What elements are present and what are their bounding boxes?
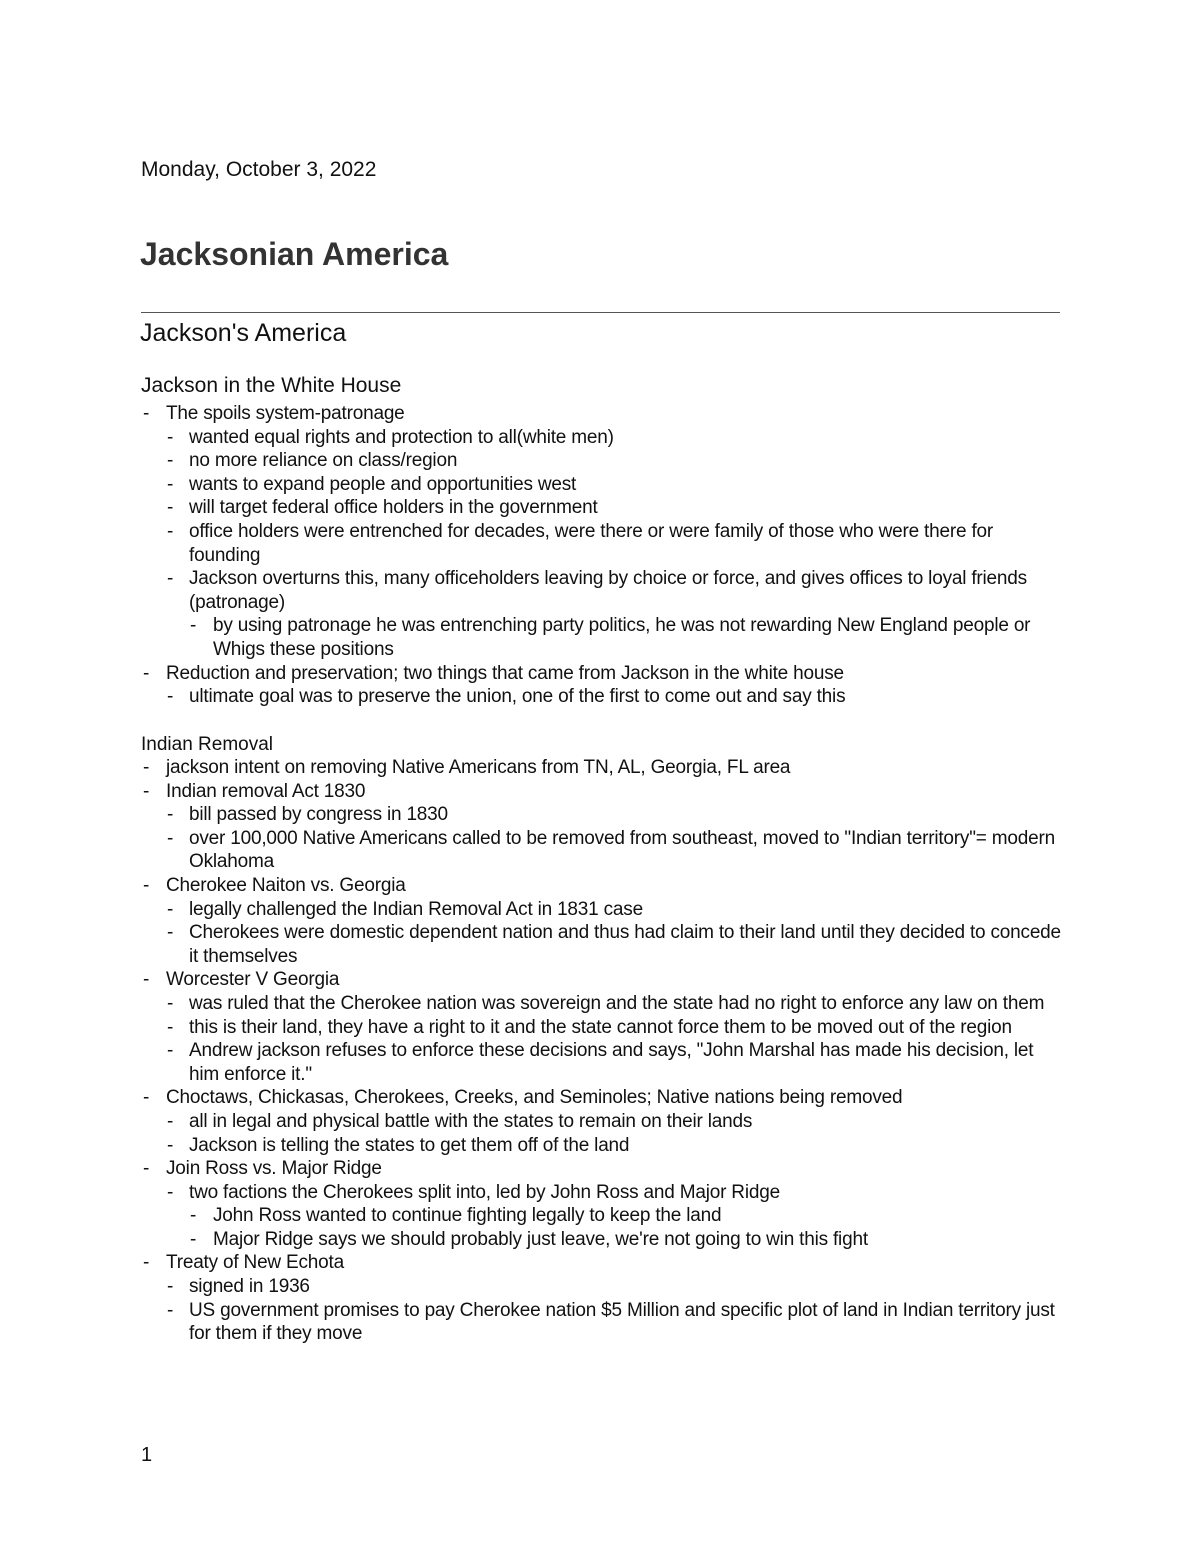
bullet-dash-icon: - bbox=[143, 1158, 150, 1180]
list-item bbox=[141, 756, 1066, 780]
bullet-list-white-house bbox=[141, 402, 1066, 709]
list-item bbox=[141, 780, 1066, 804]
list-item-text: Jackson overturns this, many officeholders leaving by choice or force, and gives offices to loyal friends (patronage) bbox=[189, 568, 1027, 613]
list-item bbox=[141, 426, 1066, 450]
bullet-dash-icon: - bbox=[143, 780, 150, 802]
list-item bbox=[141, 662, 1066, 686]
list-item bbox=[141, 874, 1066, 898]
list-item bbox=[141, 614, 1066, 661]
list-item-text: Indian removal Act 1830 bbox=[166, 780, 366, 802]
list-item bbox=[141, 1299, 1066, 1346]
section-heading: Jackson's America bbox=[140, 319, 347, 347]
list-item-text: by using patronage he was entrenching party politics, he was not rewarding New England people or Whigs these positions bbox=[213, 615, 1031, 660]
bullet-dash-icon: - bbox=[167, 922, 174, 944]
list-item-text: Cherokee Naiton vs. Georgia bbox=[166, 874, 406, 896]
list-item bbox=[141, 921, 1066, 968]
divider bbox=[141, 312, 1060, 313]
bullet-dash-icon: - bbox=[167, 1181, 174, 1203]
list-item bbox=[141, 1134, 1066, 1158]
list-item-text: Treaty of New Echota bbox=[166, 1252, 344, 1274]
subsection-heading-white-house: Jackson in the White House bbox=[141, 374, 402, 397]
list-item bbox=[141, 1275, 1066, 1299]
list-item-text: Reduction and preservation; two things that came from Jackson in the white house bbox=[166, 662, 844, 684]
list-item-text: US government promises to pay Cherokee nation $5 Million and specific plot of land in Indian territory just for them if they move bbox=[189, 1299, 1055, 1345]
bullet-dash-icon: - bbox=[167, 1040, 174, 1062]
list-item bbox=[141, 1039, 1066, 1086]
list-item-text: no more reliance on class/region bbox=[189, 450, 458, 472]
list-item-text: all in legal and physical battle with the states to remain on their lands bbox=[189, 1110, 753, 1132]
bullet-dash-icon: - bbox=[143, 1087, 150, 1109]
bullet-dash-icon: - bbox=[167, 804, 174, 826]
list-item-text: wants to expand people and opportunities west bbox=[189, 473, 577, 495]
bullet-dash-icon: - bbox=[167, 898, 174, 920]
list-item-text: Worcester V Georgia bbox=[166, 969, 340, 991]
list-item bbox=[141, 992, 1066, 1016]
subsection-heading-indian-removal: Indian Removal bbox=[141, 734, 274, 755]
bullet-dash-icon: - bbox=[190, 1228, 197, 1250]
bullet-dash-icon: - bbox=[167, 992, 174, 1014]
list-item-text: Join Ross vs. Major Ridge bbox=[166, 1158, 382, 1180]
list-item-text: ultimate goal was to preserve the union, one of the first to come out and say this bbox=[189, 686, 846, 708]
page-number: 1 bbox=[141, 1444, 153, 1466]
list-item-text: Choctaws, Chickasas, Cherokees, Creeks, and Seminoles; Native nations being removed bbox=[166, 1087, 903, 1109]
list-item bbox=[141, 402, 1066, 426]
bullet-dash-icon: - bbox=[167, 497, 174, 519]
list-item-text: this is their land, they have a right to it and the state cannot force them to be moved out of the region bbox=[189, 1016, 1012, 1038]
list-item bbox=[141, 496, 1066, 520]
list-item bbox=[141, 1157, 1066, 1181]
list-item bbox=[141, 1086, 1066, 1110]
list-item bbox=[141, 1016, 1066, 1040]
bullet-dash-icon: - bbox=[143, 757, 150, 778]
date: Monday, October 3, 2022 bbox=[141, 158, 377, 181]
list-item bbox=[141, 520, 1066, 567]
bullet-dash-icon: - bbox=[167, 568, 174, 590]
bullet-dash-icon: - bbox=[167, 827, 174, 849]
list-item bbox=[141, 803, 1066, 827]
list-item bbox=[141, 473, 1066, 497]
list-item bbox=[141, 567, 1066, 614]
list-item-text: signed in 1936 bbox=[189, 1276, 310, 1298]
list-item-text: wanted equal rights and protection to all(white men) bbox=[189, 426, 614, 448]
bullet-dash-icon: - bbox=[167, 1134, 174, 1156]
bullet-dash-icon: - bbox=[143, 403, 150, 424]
list-item-text: office holders were entrenched for decades, were there or were family of those who were there for founding bbox=[189, 520, 994, 566]
list-item-text: bill passed by congress in 1830 bbox=[189, 804, 448, 826]
bullet-dash-icon: - bbox=[167, 1016, 174, 1038]
bullet-dash-icon: - bbox=[143, 662, 150, 684]
list-item-text: Jackson is telling the states to get them off of the land bbox=[189, 1134, 630, 1156]
bullet-dash-icon: - bbox=[167, 520, 174, 542]
bullet-dash-icon: - bbox=[190, 615, 197, 637]
bullet-dash-icon: - bbox=[167, 1276, 174, 1298]
bullet-dash-icon: - bbox=[167, 686, 174, 708]
bullet-dash-icon: - bbox=[143, 1252, 150, 1274]
bullet-dash-icon: - bbox=[143, 874, 150, 896]
list-item-text: Andrew jackson refuses to enforce these decisions and says, "John Marshal has made his decision, let him enforce it." bbox=[189, 1040, 1034, 1085]
list-item-text: The spoils system-patronage bbox=[166, 403, 405, 424]
page-title: Jacksonian America bbox=[140, 236, 449, 272]
list-item-text: jackson intent on removing Native Americans from TN, AL, Georgia, FL area bbox=[166, 757, 791, 778]
bullet-list-indian-removal bbox=[141, 756, 1066, 1346]
list-item bbox=[141, 1110, 1066, 1134]
list-item-text: Cherokees were domestic dependent nation and thus had claim to their land until they decided to concede it themselves bbox=[189, 922, 1061, 967]
list-item bbox=[141, 1251, 1066, 1275]
list-item-text: John Ross wanted to continue fighting legally to keep the land bbox=[213, 1205, 722, 1227]
list-item bbox=[141, 1204, 1066, 1228]
list-item bbox=[141, 968, 1066, 992]
list-item-text: will target federal office holders in the government bbox=[189, 497, 598, 519]
bullet-dash-icon: - bbox=[167, 1299, 174, 1321]
list-item-text: legally challenged the Indian Removal Act in 1831 case bbox=[189, 898, 643, 920]
list-item bbox=[141, 1228, 1066, 1252]
list-item-text: was ruled that the Cherokee nation was sovereign and the state had no right to enforce any law on them bbox=[189, 992, 1045, 1014]
list-item-text: Major Ridge says we should probably just leave, we're not going to win this fight bbox=[213, 1228, 868, 1250]
bullet-dash-icon: - bbox=[167, 450, 174, 472]
bullet-dash-icon: - bbox=[167, 1110, 174, 1132]
bullet-dash-icon: - bbox=[167, 426, 174, 448]
bullet-dash-icon: - bbox=[167, 473, 174, 495]
list-item bbox=[141, 449, 1066, 473]
list-item bbox=[141, 827, 1066, 874]
list-item-text: two factions the Cherokees split into, led by John Ross and Major Ridge bbox=[189, 1181, 780, 1203]
list-item bbox=[141, 1181, 1066, 1205]
list-item bbox=[141, 898, 1066, 922]
list-item-text: over 100,000 Native Americans called to be removed from southeast, moved to "Indian territory"= modern Oklahoma bbox=[189, 827, 1055, 873]
list-item bbox=[141, 685, 1066, 709]
bullet-dash-icon: - bbox=[190, 1205, 197, 1227]
bullet-dash-icon: - bbox=[143, 969, 150, 991]
